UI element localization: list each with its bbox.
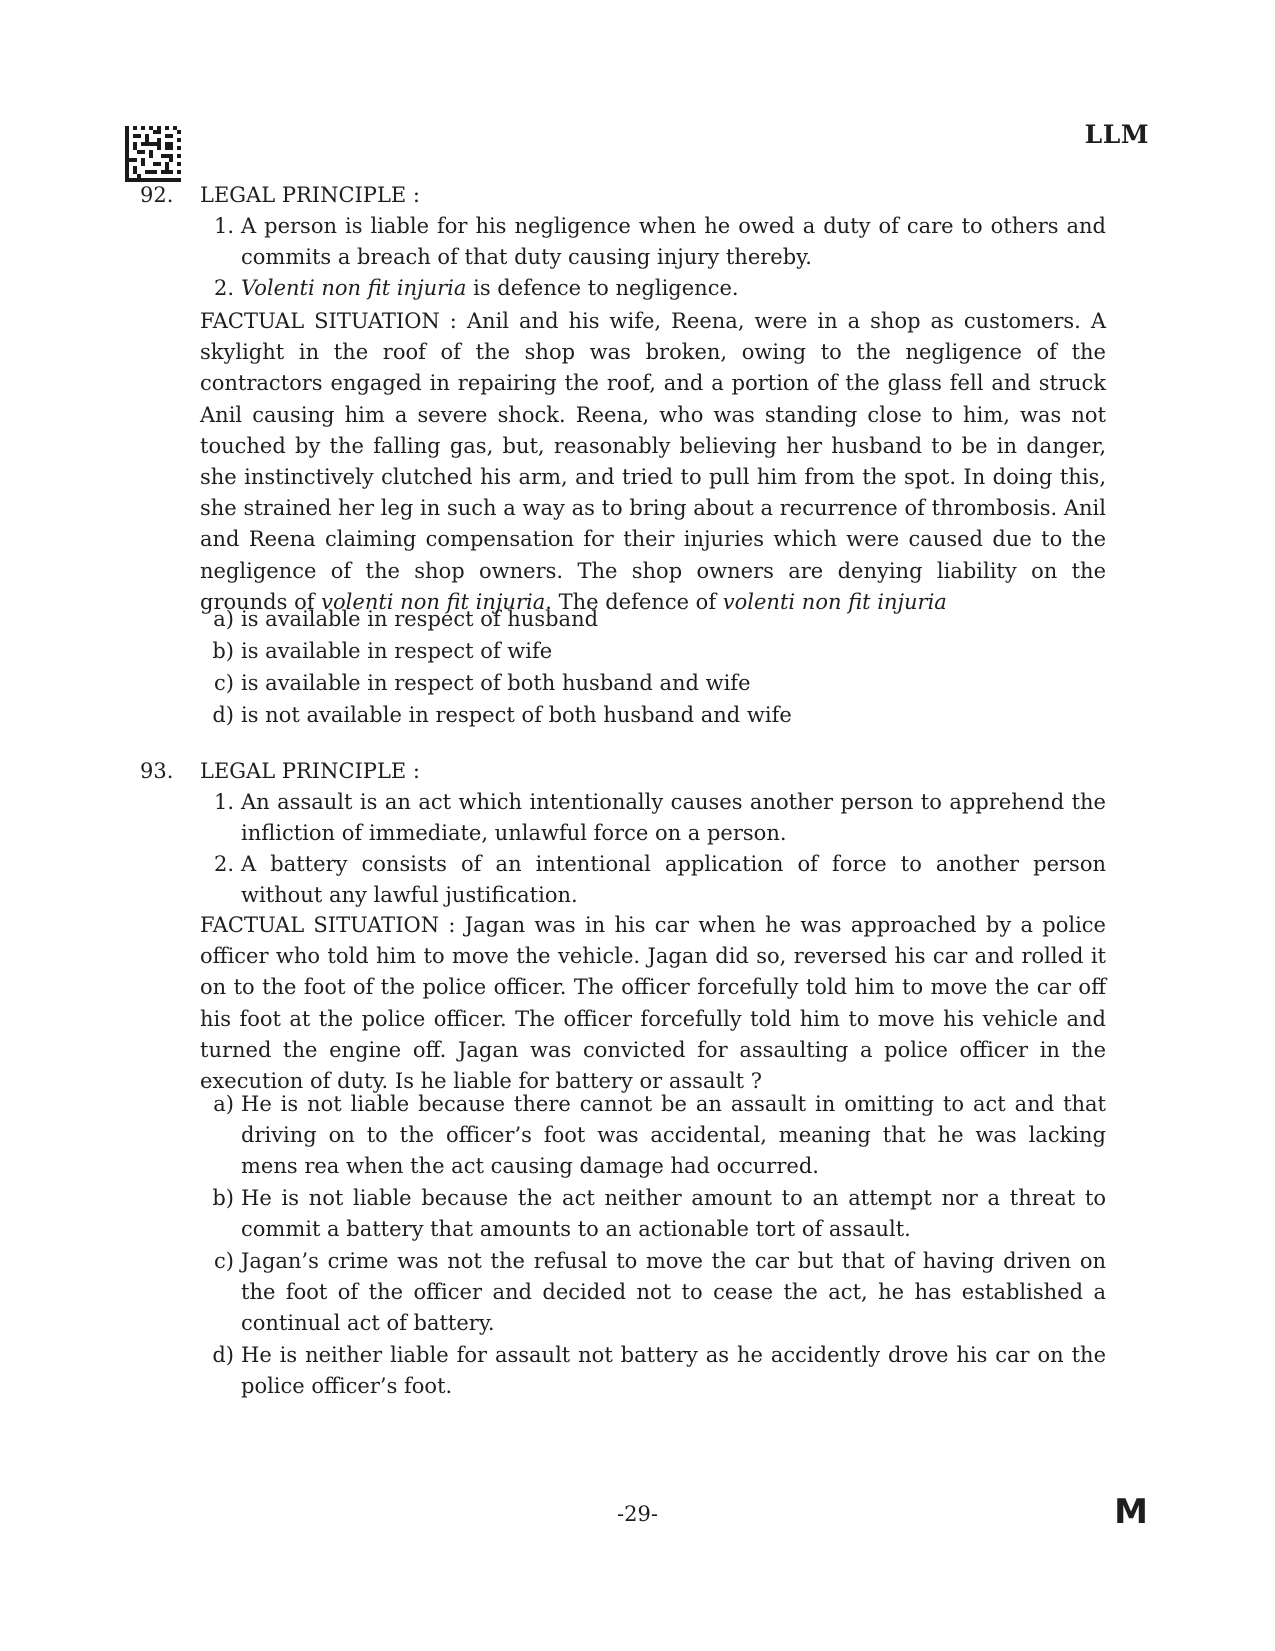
- principle-text: A person is liable for his negligence when he owed a duty of care to others and commits a breach of that duty causing injury thereby.: [241, 214, 1106, 269]
- legal-principle-heading: LEGAL PRINCIPLE :: [200, 759, 420, 783]
- answer-option-d[interactable]: d) He is neither liable for assault not battery as he accidently drove his car on the police officer’s foot.: [212, 1343, 1106, 1398]
- question-number: 92.: [140, 183, 174, 207]
- answer-option-b[interactable]: b) is available in respect of wife: [212, 639, 553, 663]
- answer-option-d[interactable]: d) is not available in respect of both husband and wife: [212, 703, 792, 727]
- q92-factual-situation: FACTUAL SITUATION : Anil and his wife, Reena, were in a shop as customers. A skylight in the roof of the shop was broken, owing to the negligence of the contractors engaged in repairing the roof, and a portion of the glass fell and struck Anil causing him a severe shock. Reena, who was standing close to him, was not touched by the falling gas, but, reasonably believing her husband to be in danger, she instinctively clutched his arm, and tried to pull him from the spot. In doing this, she strained her leg in such a way as to bring about a recurrence of thrombosis. Anil and Reena claiming compensation for their injuries which were caused due to the negligence of the shop owners. The shop owners are denying liability on the grounds of volenti non fit injuria. The defence of volenti non fit injuria: [200, 309, 1106, 614]
- question-number: 93.: [140, 759, 174, 783]
- header-exam-code: LLM: [1084, 120, 1149, 149]
- answer-option-a[interactable]: a) is available in respect of husband: [213, 607, 599, 631]
- principle-text: An assault is an act which intentionally causes another person to apprehend the infliction of immediate, unlawful force on a person.: [241, 790, 1106, 845]
- data-matrix-code-icon: [125, 126, 181, 182]
- list-item: 1. A person is liable for his negligence when he owed a duty of care to others and commits a breach of that duty causing injury thereby.: [0, 211, 1275, 273]
- q92-options-list: [0, 604, 1275, 731]
- legal-principle-heading: LEGAL PRINCIPLE :: [200, 183, 420, 207]
- principle-text: Volenti non fit injuria is defence to negligence.: [241, 276, 739, 300]
- answer-option-a[interactable]: a) He is not liable because there cannot be an assault in omitting to act and that driving on to the officer’s foot was accidental, meaning that he was lacking mens rea when the act causing damage had occurred.: [213, 1092, 1106, 1178]
- series-letter: M: [1114, 1492, 1148, 1532]
- answer-option-b[interactable]: b) He is not liable because the act neither amount to an attempt nor a threat to commit a battery that amounts to an actionable tort of assault.: [212, 1186, 1106, 1241]
- list-item: 1. An assault is an act which intentionally causes another person to apprehend the infliction of immediate, unlawful force on a person.: [0, 787, 1275, 849]
- page-number: -29-: [617, 1502, 658, 1526]
- list-item: 2. A battery consists of an intentional application of force to another person without any lawful justification.: [0, 849, 1275, 911]
- answer-option-c[interactable]: c) is available in respect of both husband and wife: [214, 671, 751, 695]
- q92-principles-list: [0, 211, 1275, 304]
- answer-option-c[interactable]: c) Jagan’s crime was not the refusal to move the car but that of having driven on the foot of the officer and decided not to cease the act, he has established a continual act of battery.: [214, 1249, 1106, 1335]
- principle-text: A battery consists of an intentional application of force to another person without any lawful justification.: [241, 852, 1106, 907]
- q93-factual-situation: FACTUAL SITUATION : Jagan was in his car when he was approached by a police officer who told him to move the vehicle. Jagan did so, reversed his car and rolled it on to the foot of the police officer. The officer forcefully told him to move the car off his foot at the police officer. The officer forcefully told him to move his vehicle and turned the engine off. Jagan was convicted for assaulting a police officer in the execution of duty. Is he liable for battery or assault ?: [200, 913, 1106, 1094]
- list-item: 2. Volenti non fit injuria is defence to negligence.: [0, 273, 1275, 304]
- q93-options-list: [0, 1089, 1275, 1402]
- q93-principles-list: [0, 787, 1275, 911]
